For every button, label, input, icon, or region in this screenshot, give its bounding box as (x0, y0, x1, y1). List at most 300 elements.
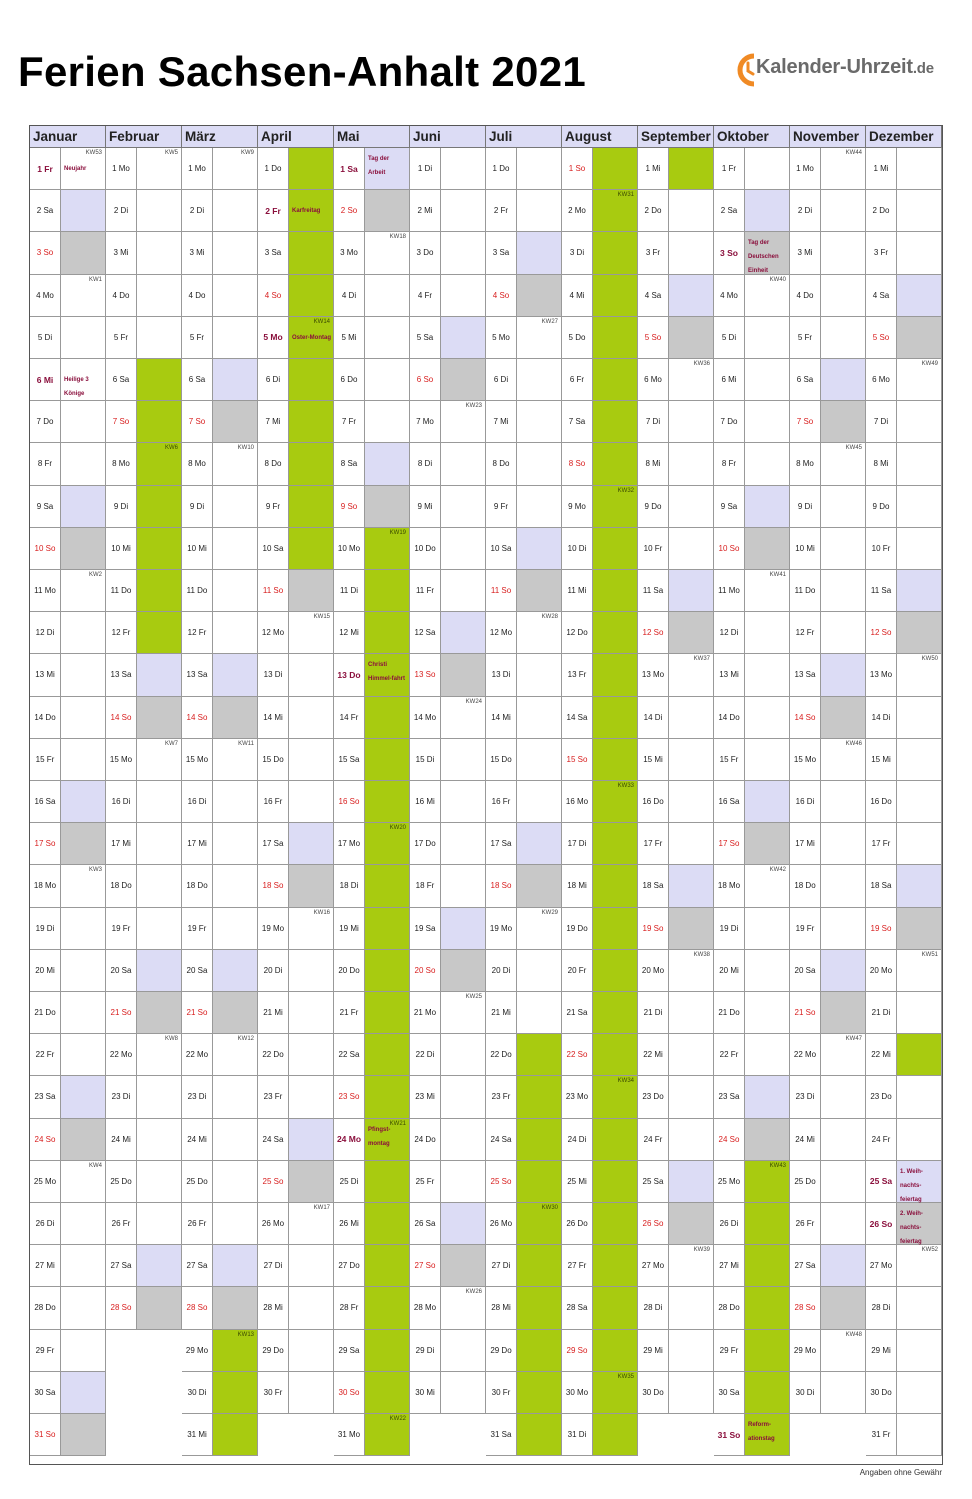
day-info-cell[interactable] (61, 359, 106, 401)
day-cell[interactable]: 15 Do (486, 739, 517, 781)
day-cell[interactable]: 15 Fr (30, 739, 61, 781)
day-info-cell[interactable] (289, 486, 334, 528)
day-cell[interactable]: 12 Mi (334, 612, 365, 654)
day-cell[interactable]: 12 So (866, 612, 897, 654)
day-cell[interactable]: 27 So (410, 1245, 441, 1287)
day-cell[interactable]: 22 Mi (866, 1034, 897, 1076)
day-info-cell[interactable] (365, 1414, 410, 1456)
day-cell[interactable]: 2 Do (638, 190, 669, 232)
day-info-cell[interactable] (745, 486, 790, 528)
day-cell[interactable]: 7 Mi (486, 401, 517, 443)
day-info-cell[interactable] (137, 654, 182, 696)
day-info-cell[interactable] (593, 781, 638, 823)
day-cell[interactable]: 23 Do (638, 1076, 669, 1118)
day-info-cell[interactable] (61, 528, 106, 570)
day-info-cell[interactable] (441, 1119, 486, 1161)
day-info-cell[interactable] (745, 443, 790, 485)
day-info-cell[interactable] (669, 359, 714, 401)
day-info-cell[interactable] (289, 317, 334, 359)
day-cell[interactable]: 31 So (714, 1414, 745, 1456)
day-cell[interactable]: 22 Mo (790, 1034, 821, 1076)
day-cell[interactable]: 30 Mo (562, 1372, 593, 1414)
day-info-cell[interactable] (745, 1287, 790, 1329)
day-cell[interactable]: 22 Mo (106, 1034, 137, 1076)
day-cell[interactable]: 16 Mi (410, 781, 441, 823)
day-info-cell[interactable] (897, 823, 942, 865)
day-cell[interactable]: 7 Di (638, 401, 669, 443)
day-info-cell[interactable] (137, 275, 182, 317)
day-cell[interactable]: 18 Sa (866, 865, 897, 907)
day-info-cell[interactable] (897, 1076, 942, 1118)
day-cell[interactable]: 18 Do (790, 865, 821, 907)
day-info-cell[interactable] (593, 1287, 638, 1329)
day-cell[interactable]: 2 Fr (258, 190, 289, 232)
day-cell[interactable]: 7 Di (866, 401, 897, 443)
day-cell[interactable]: 25 Di (334, 1161, 365, 1203)
day-info-cell[interactable] (137, 612, 182, 654)
day-cell[interactable]: 13 Fr (562, 654, 593, 696)
day-info-cell[interactable] (213, 781, 258, 823)
day-info-cell[interactable] (137, 781, 182, 823)
day-cell[interactable]: 3 Sa (258, 232, 289, 274)
day-info-cell[interactable] (365, 148, 410, 190)
day-info-cell[interactable] (669, 1372, 714, 1414)
day-cell[interactable]: 7 Do (714, 401, 745, 443)
day-cell[interactable]: 6 Mi (714, 359, 745, 401)
day-cell[interactable]: 9 So (334, 486, 365, 528)
day-info-cell[interactable] (289, 148, 334, 190)
day-cell[interactable]: 26 Do (562, 1203, 593, 1245)
day-info-cell[interactable] (593, 570, 638, 612)
day-info-cell[interactable] (137, 1203, 182, 1245)
day-info-cell[interactable] (61, 443, 106, 485)
day-cell[interactable]: 2 Sa (30, 190, 61, 232)
day-info-cell[interactable] (745, 528, 790, 570)
day-cell[interactable]: 4 Do (182, 275, 213, 317)
day-info-cell[interactable] (669, 232, 714, 274)
day-cell[interactable]: 10 Mo (334, 528, 365, 570)
day-cell[interactable]: 22 Mo (182, 1034, 213, 1076)
day-info-cell[interactable] (669, 443, 714, 485)
day-cell[interactable]: 14 So (182, 697, 213, 739)
day-cell[interactable]: 11 So (486, 570, 517, 612)
day-info-cell[interactable] (669, 486, 714, 528)
day-cell[interactable]: 19 So (866, 908, 897, 950)
day-cell[interactable]: 21 So (790, 992, 821, 1034)
day-cell[interactable]: 31 Sa (486, 1414, 517, 1456)
day-info-cell[interactable] (61, 823, 106, 865)
day-cell[interactable]: 22 Fr (714, 1034, 745, 1076)
day-cell[interactable]: 15 Mi (866, 739, 897, 781)
day-cell[interactable]: 28 So (790, 1287, 821, 1329)
day-info-cell[interactable] (213, 612, 258, 654)
day-cell[interactable]: 5 Di (30, 317, 61, 359)
day-cell[interactable]: 28 Mo (410, 1287, 441, 1329)
day-cell[interactable]: 14 Do (30, 697, 61, 739)
day-cell[interactable]: 15 Sa (334, 739, 365, 781)
day-info-cell[interactable] (289, 275, 334, 317)
day-info-cell[interactable] (593, 1414, 638, 1456)
day-info-cell[interactable] (441, 190, 486, 232)
day-info-cell[interactable] (365, 443, 410, 485)
day-info-cell[interactable] (745, 317, 790, 359)
day-cell[interactable]: 16 Di (790, 781, 821, 823)
day-info-cell[interactable] (61, 739, 106, 781)
day-cell[interactable]: 6 Sa (790, 359, 821, 401)
day-cell[interactable]: 5 Mi (334, 317, 365, 359)
day-cell[interactable]: 7 So (182, 401, 213, 443)
day-cell[interactable]: 25 So (258, 1161, 289, 1203)
day-cell[interactable]: 3 Mi (182, 232, 213, 274)
day-info-cell[interactable] (517, 317, 562, 359)
day-info-cell[interactable] (669, 317, 714, 359)
day-cell[interactable]: 15 Fr (714, 739, 745, 781)
day-cell[interactable]: 29 So (562, 1330, 593, 1372)
day-cell[interactable]: 26 Sa (410, 1203, 441, 1245)
day-cell[interactable]: 13 Sa (790, 654, 821, 696)
day-info-cell[interactable] (897, 612, 942, 654)
day-cell[interactable]: 26 So (638, 1203, 669, 1245)
day-info-cell[interactable] (897, 781, 942, 823)
day-info-cell[interactable] (593, 528, 638, 570)
day-info-cell[interactable] (897, 908, 942, 950)
day-cell[interactable]: 2 Di (106, 190, 137, 232)
day-cell[interactable]: 10 Fr (866, 528, 897, 570)
day-cell[interactable]: 29 Fr (30, 1330, 61, 1372)
day-info-cell[interactable] (289, 697, 334, 739)
day-info-cell[interactable] (821, 190, 866, 232)
day-info-cell[interactable] (897, 1287, 942, 1329)
day-info-cell[interactable] (137, 317, 182, 359)
day-cell[interactable]: 18 Mi (562, 865, 593, 907)
day-info-cell[interactable] (213, 486, 258, 528)
day-cell[interactable]: 13 Mi (714, 654, 745, 696)
day-cell[interactable]: 2 Mi (410, 190, 441, 232)
day-cell[interactable]: 1 Fr (714, 148, 745, 190)
day-cell[interactable]: 28 Fr (334, 1287, 365, 1329)
day-cell[interactable]: 4 Mo (30, 275, 61, 317)
brand-logo[interactable] (734, 50, 950, 94)
day-cell[interactable]: 31 Mo (334, 1414, 365, 1456)
day-cell[interactable]: 1 Mo (106, 148, 137, 190)
day-info-cell[interactable] (517, 528, 562, 570)
day-cell[interactable]: 12 Fr (790, 612, 821, 654)
day-info-cell[interactable] (137, 401, 182, 443)
day-cell[interactable]: 10 So (30, 528, 61, 570)
day-cell[interactable]: 27 Do (334, 1245, 365, 1287)
day-info-cell[interactable] (441, 1287, 486, 1329)
day-cell[interactable]: 11 Fr (410, 570, 441, 612)
day-info-cell[interactable] (289, 1372, 334, 1414)
day-info-cell[interactable] (669, 1203, 714, 1245)
day-info-cell[interactable] (821, 908, 866, 950)
day-info-cell[interactable] (137, 1287, 182, 1329)
day-info-cell[interactable] (213, 823, 258, 865)
day-cell[interactable]: 18 Mo (714, 865, 745, 907)
day-info-cell[interactable] (289, 1203, 334, 1245)
day-cell[interactable]: 29 Do (258, 1330, 289, 1372)
day-cell[interactable]: 27 Mo (638, 1245, 669, 1287)
day-cell[interactable]: 17 So (30, 823, 61, 865)
day-cell[interactable]: 18 Mo (30, 865, 61, 907)
day-info-cell[interactable] (669, 1119, 714, 1161)
day-cell[interactable]: 20 Di (486, 950, 517, 992)
day-cell[interactable]: 22 Do (258, 1034, 289, 1076)
day-cell[interactable]: 10 Sa (486, 528, 517, 570)
day-cell[interactable]: 18 So (258, 865, 289, 907)
day-info-cell[interactable] (745, 190, 790, 232)
day-cell[interactable]: 16 Mo (562, 781, 593, 823)
day-info-cell[interactable] (821, 739, 866, 781)
day-cell[interactable]: 2 So (334, 190, 365, 232)
day-info-cell[interactable] (365, 654, 410, 696)
day-cell[interactable]: 7 Mo (410, 401, 441, 443)
day-cell[interactable]: 31 Mi (182, 1414, 213, 1456)
day-info-cell[interactable] (669, 992, 714, 1034)
day-info-cell[interactable] (593, 823, 638, 865)
day-cell[interactable]: 11 So (258, 570, 289, 612)
day-cell[interactable]: 18 Sa (638, 865, 669, 907)
day-cell[interactable]: 4 Mi (562, 275, 593, 317)
day-cell[interactable]: 18 Do (182, 865, 213, 907)
day-info-cell[interactable] (745, 275, 790, 317)
day-cell[interactable]: 11 Mi (562, 570, 593, 612)
day-cell[interactable]: 23 Di (106, 1076, 137, 1118)
day-cell[interactable]: 2 Sa (714, 190, 745, 232)
day-info-cell[interactable] (213, 1076, 258, 1118)
day-cell[interactable]: 19 Fr (182, 908, 213, 950)
day-info-cell[interactable] (593, 992, 638, 1034)
day-info-cell[interactable] (897, 443, 942, 485)
day-cell[interactable]: 31 So (30, 1414, 61, 1456)
day-info-cell[interactable] (745, 697, 790, 739)
day-info-cell[interactable] (745, 739, 790, 781)
day-info-cell[interactable] (441, 443, 486, 485)
day-cell[interactable]: 20 Mi (714, 950, 745, 992)
day-cell[interactable]: 28 So (106, 1287, 137, 1329)
day-cell[interactable]: 24 So (30, 1119, 61, 1161)
day-cell[interactable]: 21 Sa (562, 992, 593, 1034)
day-info-cell[interactable] (289, 654, 334, 696)
day-cell[interactable]: 23 So (334, 1076, 365, 1118)
day-info-cell[interactable] (289, 865, 334, 907)
day-info-cell[interactable] (61, 1076, 106, 1118)
day-cell[interactable]: 20 Mo (638, 950, 669, 992)
day-info-cell[interactable] (897, 1372, 942, 1414)
day-cell[interactable]: 18 Do (106, 865, 137, 907)
day-cell[interactable]: 23 Sa (714, 1076, 745, 1118)
day-info-cell[interactable] (365, 1161, 410, 1203)
day-cell[interactable]: 27 Fr (562, 1245, 593, 1287)
day-info-cell[interactable] (593, 1161, 638, 1203)
day-cell[interactable]: 14 Mi (486, 697, 517, 739)
day-info-cell[interactable] (213, 908, 258, 950)
day-info-cell[interactable] (745, 950, 790, 992)
day-info-cell[interactable] (821, 1372, 866, 1414)
day-info-cell[interactable] (213, 190, 258, 232)
day-info-cell[interactable] (137, 739, 182, 781)
day-info-cell[interactable] (61, 232, 106, 274)
day-cell[interactable]: 20 Di (258, 950, 289, 992)
day-info-cell[interactable] (517, 612, 562, 654)
day-info-cell[interactable] (669, 528, 714, 570)
day-info-cell[interactable] (821, 950, 866, 992)
day-cell[interactable]: 24 Mi (182, 1119, 213, 1161)
day-cell[interactable]: 12 Mo (486, 612, 517, 654)
day-cell[interactable]: 3 Sa (486, 232, 517, 274)
day-info-cell[interactable] (669, 739, 714, 781)
day-info-cell[interactable] (213, 1330, 258, 1372)
day-info-cell[interactable] (745, 232, 790, 274)
day-info-cell[interactable] (821, 486, 866, 528)
day-info-cell[interactable] (669, 401, 714, 443)
day-cell[interactable]: 4 Do (790, 275, 821, 317)
day-info-cell[interactable] (517, 697, 562, 739)
day-cell[interactable]: 31 Di (562, 1414, 593, 1456)
day-cell[interactable]: 9 Di (182, 486, 213, 528)
day-cell[interactable]: 11 Sa (638, 570, 669, 612)
day-info-cell[interactable] (289, 443, 334, 485)
day-cell[interactable]: 5 Fr (106, 317, 137, 359)
day-cell[interactable]: 31 Fr (866, 1414, 897, 1456)
day-info-cell[interactable] (897, 317, 942, 359)
day-info-cell[interactable] (821, 401, 866, 443)
day-info-cell[interactable] (61, 781, 106, 823)
day-cell[interactable]: 28 Mi (486, 1287, 517, 1329)
day-cell[interactable]: 8 Mi (638, 443, 669, 485)
day-cell[interactable]: 11 Sa (866, 570, 897, 612)
day-info-cell[interactable] (669, 570, 714, 612)
day-cell[interactable]: 10 Mi (106, 528, 137, 570)
day-info-cell[interactable] (897, 275, 942, 317)
day-info-cell[interactable] (289, 1161, 334, 1203)
day-info-cell[interactable] (441, 739, 486, 781)
day-info-cell[interactable] (517, 865, 562, 907)
day-cell[interactable]: 8 Sa (334, 443, 365, 485)
day-cell[interactable]: 1 Mi (866, 148, 897, 190)
day-info-cell[interactable] (213, 570, 258, 612)
day-info-cell[interactable] (289, 1330, 334, 1372)
day-cell[interactable]: 14 So (106, 697, 137, 739)
day-info-cell[interactable] (289, 570, 334, 612)
day-info-cell[interactable] (441, 486, 486, 528)
day-cell[interactable]: 18 Di (334, 865, 365, 907)
day-cell[interactable]: 24 Di (562, 1119, 593, 1161)
day-cell[interactable]: 3 Mi (790, 232, 821, 274)
day-info-cell[interactable] (289, 528, 334, 570)
day-info-cell[interactable] (593, 908, 638, 950)
day-cell[interactable]: 16 So (334, 781, 365, 823)
day-cell[interactable]: 8 Mo (106, 443, 137, 485)
day-cell[interactable]: 15 Do (258, 739, 289, 781)
day-cell[interactable]: 17 So (714, 823, 745, 865)
day-info-cell[interactable] (897, 1119, 942, 1161)
day-cell[interactable]: 15 Di (410, 739, 441, 781)
day-cell[interactable]: 17 Mi (790, 823, 821, 865)
day-cell[interactable]: 1 Di (410, 148, 441, 190)
day-info-cell[interactable] (441, 823, 486, 865)
day-cell[interactable]: 27 Mi (714, 1245, 745, 1287)
day-cell[interactable]: 17 Fr (866, 823, 897, 865)
day-info-cell[interactable] (745, 401, 790, 443)
day-info-cell[interactable] (821, 1245, 866, 1287)
day-info-cell[interactable] (365, 190, 410, 232)
day-cell[interactable]: 2 Di (182, 190, 213, 232)
day-cell[interactable]: 20 Sa (182, 950, 213, 992)
day-info-cell[interactable] (669, 1287, 714, 1329)
day-cell[interactable]: 10 Sa (258, 528, 289, 570)
day-info-cell[interactable] (365, 570, 410, 612)
day-cell[interactable]: 1 Mi (638, 148, 669, 190)
day-info-cell[interactable] (213, 359, 258, 401)
day-info-cell[interactable] (137, 865, 182, 907)
day-cell[interactable]: 29 Mi (866, 1330, 897, 1372)
day-info-cell[interactable] (897, 401, 942, 443)
day-info-cell[interactable] (213, 275, 258, 317)
day-cell[interactable]: 16 Do (866, 781, 897, 823)
day-cell[interactable]: 14 Do (714, 697, 745, 739)
day-cell[interactable]: 23 Di (790, 1076, 821, 1118)
day-info-cell[interactable] (213, 1372, 258, 1414)
day-cell[interactable]: 9 Mo (562, 486, 593, 528)
day-info-cell[interactable] (745, 1076, 790, 1118)
day-info-cell[interactable] (137, 1245, 182, 1287)
day-cell[interactable]: 16 Sa (714, 781, 745, 823)
day-info-cell[interactable] (745, 823, 790, 865)
day-cell[interactable]: 1 Mo (182, 148, 213, 190)
day-info-cell[interactable] (441, 232, 486, 274)
day-info-cell[interactable] (517, 443, 562, 485)
day-info-cell[interactable] (517, 232, 562, 274)
day-info-cell[interactable] (441, 865, 486, 907)
day-info-cell[interactable] (593, 697, 638, 739)
day-info-cell[interactable] (289, 781, 334, 823)
day-cell[interactable]: 19 Mo (486, 908, 517, 950)
day-cell[interactable]: 21 So (182, 992, 213, 1034)
day-cell[interactable]: 8 Mi (866, 443, 897, 485)
day-info-cell[interactable] (593, 654, 638, 696)
day-info-cell[interactable] (897, 528, 942, 570)
day-cell[interactable]: 11 Do (106, 570, 137, 612)
day-info-cell[interactable] (441, 950, 486, 992)
day-info-cell[interactable] (365, 908, 410, 950)
day-info-cell[interactable] (213, 865, 258, 907)
day-info-cell[interactable] (517, 1119, 562, 1161)
day-info-cell[interactable] (289, 823, 334, 865)
day-cell[interactable]: 12 Mo (258, 612, 289, 654)
day-cell[interactable]: 29 Do (486, 1330, 517, 1372)
day-info-cell[interactable] (669, 1245, 714, 1287)
day-cell[interactable]: 30 So (334, 1372, 365, 1414)
day-cell[interactable]: 18 So (486, 865, 517, 907)
day-info-cell[interactable] (821, 1287, 866, 1329)
day-info-cell[interactable] (61, 275, 106, 317)
day-info-cell[interactable] (365, 823, 410, 865)
day-cell[interactable]: 27 Sa (182, 1245, 213, 1287)
day-info-cell[interactable] (821, 1076, 866, 1118)
day-cell[interactable]: 9 Sa (30, 486, 61, 528)
day-cell[interactable]: 7 So (790, 401, 821, 443)
day-info-cell[interactable] (213, 1203, 258, 1245)
day-info-cell[interactable] (441, 401, 486, 443)
day-info-cell[interactable] (821, 992, 866, 1034)
day-info-cell[interactable] (289, 739, 334, 781)
day-cell[interactable]: 23 Fr (486, 1076, 517, 1118)
day-cell[interactable]: 1 Sa (334, 148, 365, 190)
day-cell[interactable]: 30 Sa (30, 1372, 61, 1414)
day-info-cell[interactable] (669, 612, 714, 654)
day-cell[interactable]: 24 Mi (106, 1119, 137, 1161)
